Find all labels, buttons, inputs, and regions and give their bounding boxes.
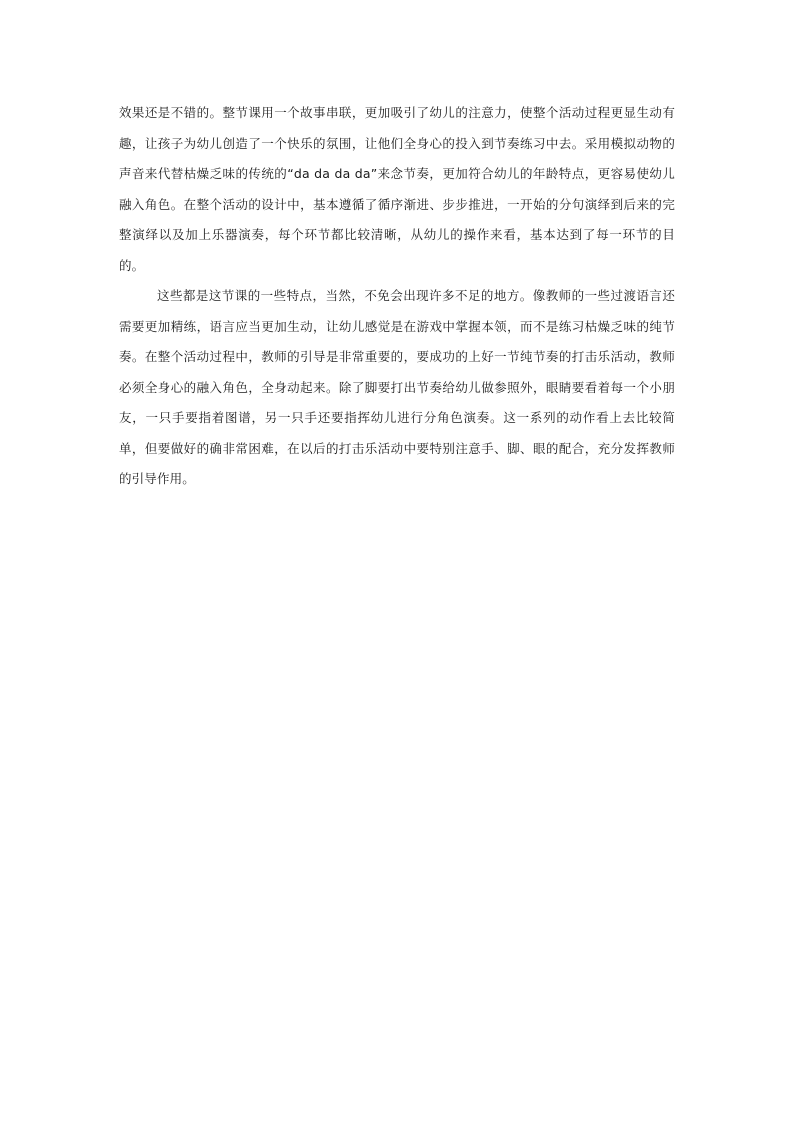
document-body [119,98,675,495]
paragraph-2: 这些都是这节课的一些特点，当然，不免会出现许多不足的地方。像教师的一些过渡语言还需要更加精练，语言应当更加生动，让幼儿感觉是在游戏中掌握本领，而不是练习枯燥乏味的纯节奏。在整个活动过程中，教师的引导是非常重要的，要成功的上好一节纯节奏的打击乐活动，教师必须全身心的融入角色，全身动起来。除了脚要打出节奏给幼儿做参照外，眼睛要看着每一个小朋友，一只手要指着图谱，另一只手还要指挥幼儿进行分角色演奏。这一系列的动作看上去比较简单，但要做好的确非常困难，在以后的打击乐活动中要特别注意手、脚、眼的配合，充分发挥教师的引导作用。 [119,288,675,486]
paragraph-1: 效果还是不错的。整节课用一个故事串联，更加吸引了幼儿的注意力，使整个活动过程更显生动有趣，让孩子为幼儿创造了一个快乐的氛围，让他们全身心的投入到节奏练习中去。采用模拟动物的声音来代替枯燥乏味的传统的“da da da da”来念节奏，更加符合幼儿的年龄特点，更容易使幼儿融入角色。在整个活动的设计中，基本遵循了循序渐进、步步推进，一开始的分句演绎到后来的完整演绎以及加上乐器演奏，每个环节都比较清晰，从幼儿的操作来看，基本达到了每一环节的目的。 [119,105,675,273]
